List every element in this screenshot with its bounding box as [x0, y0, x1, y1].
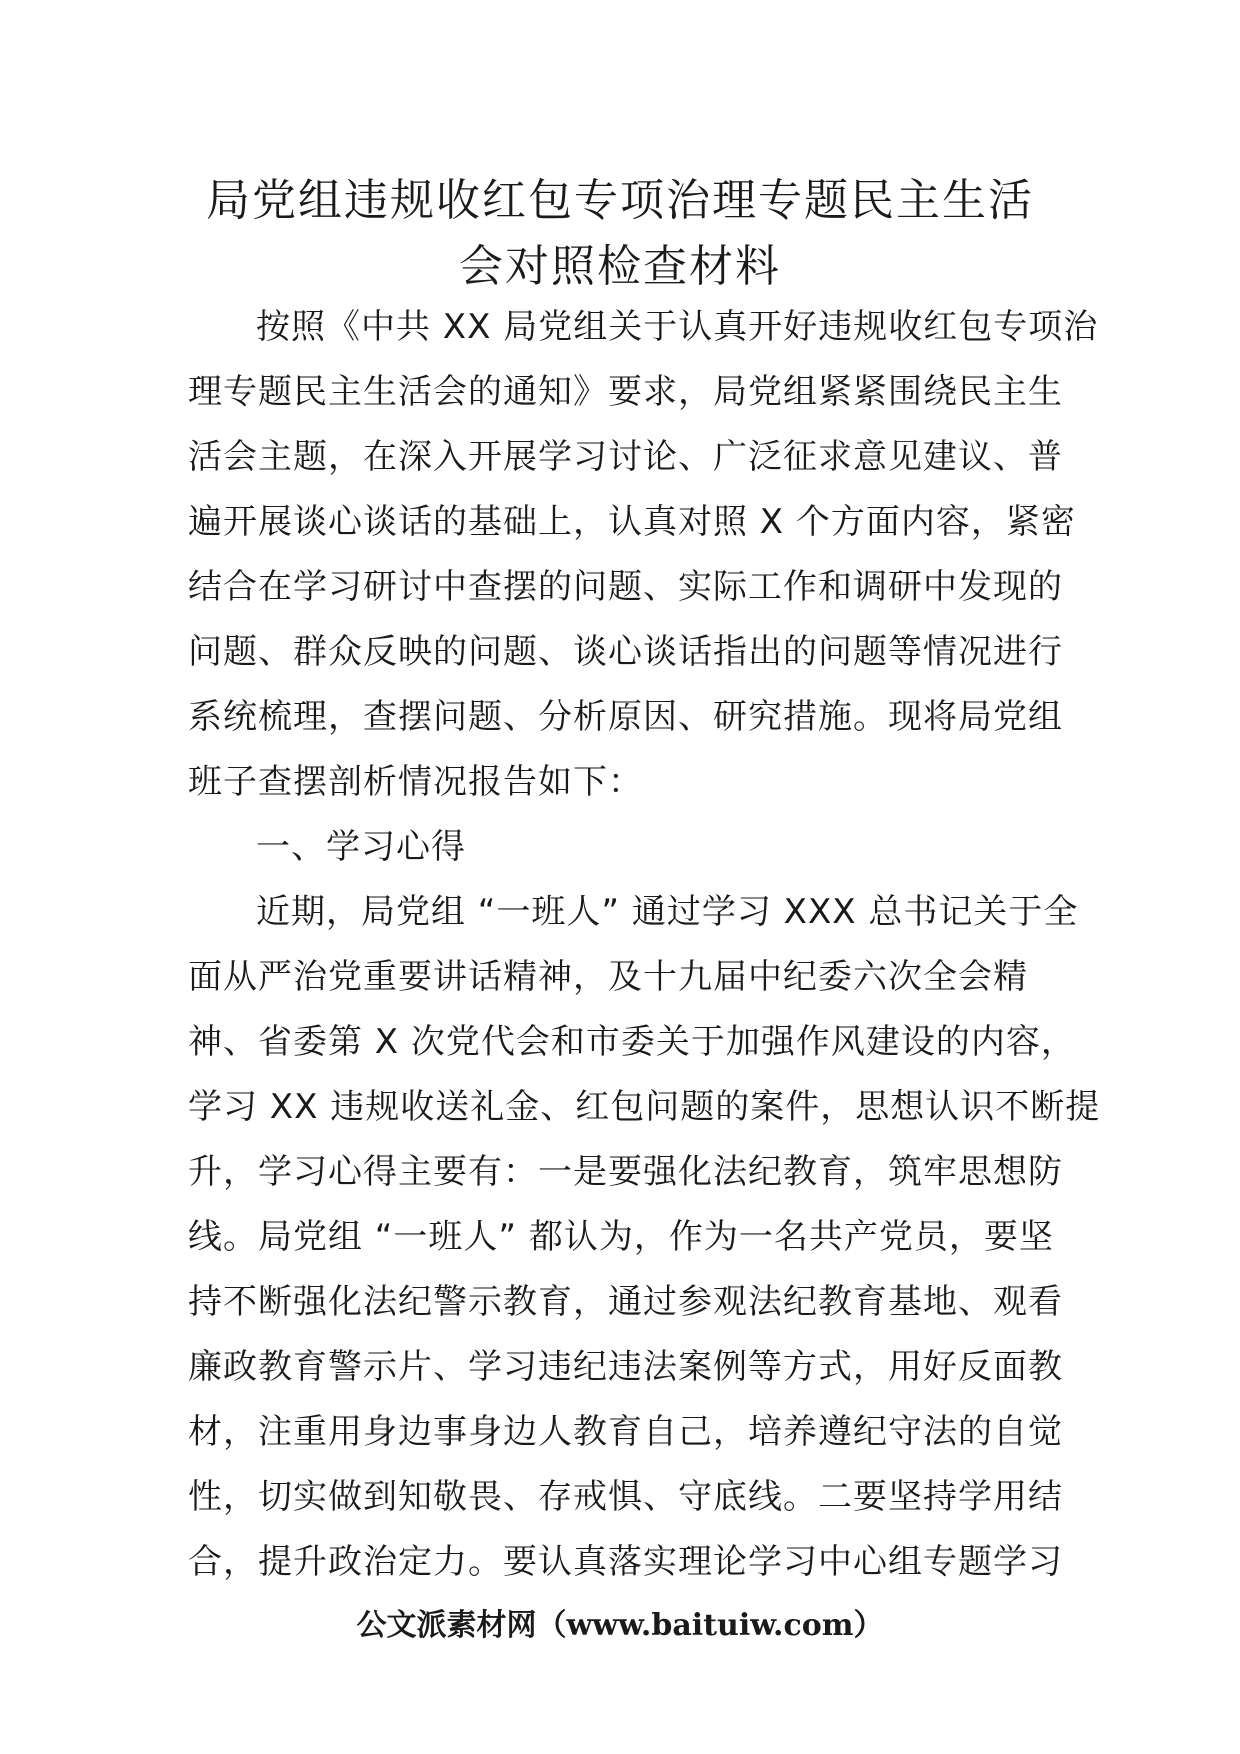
paragraph-section-line: 学习 XX 违规收送礼金、红包问题的案件，思想认识不断提 [188, 1087, 1101, 1127]
paragraph-section-line: 合，提升政治定力。要认真落实理论学习中心组专题学习 [188, 1542, 1063, 1582]
paragraph-section-line: 线。局党组 “一班人” 都认为，作为一名共产党员，要坚 [188, 1217, 1054, 1257]
paragraph-intro-line: 问题、群众反映的问题、谈心谈话指出的问题等情况进行 [188, 632, 1063, 672]
paragraph-section-line: 近期，局党组 “一班人” 通过学习 XXX 总书记关于全 [256, 892, 1079, 932]
paragraph-section-line: 升，学习心得主要有：一是要强化法纪教育，筑牢思想防 [188, 1152, 1063, 1192]
title-line-1: 局党组违规收红包专项治理专题民主生活 [206, 175, 1034, 226]
section-heading: 一、学习心得 [256, 827, 466, 867]
document-body [188, 295, 1101, 1595]
paragraph-section-line: 持不断强化法纪警示教育，通过参观法纪教育基地、观看 [188, 1282, 1063, 1322]
paragraph-intro-line: 遍开展谈心谈话的基础上，认真对照 X 个方面内容，紧密 [188, 502, 1076, 542]
paragraph-intro-line: 活会主题，在深入开展学习讨论、广泛征求意见建议、普 [188, 437, 1063, 477]
paragraph-intro-line: 按照《中共 XX 局党组关于认真开好违规收红包专项治 [256, 307, 1099, 347]
paragraph-section-line: 性，切实做到知敬畏、存戒惧、守底线。二要坚持学用结 [188, 1477, 1063, 1517]
paragraph-section-line: 面从严治党重要讲话精神，及十九届中纪委六次全会精 [188, 957, 1028, 997]
title-line-2: 会对照检查材料 [459, 241, 781, 292]
paragraph-intro-line: 结合在学习研讨中查摆的问题、实际工作和调研中发现的 [188, 567, 1063, 607]
document-title [150, 168, 1090, 300]
paragraph-intro-line: 理专题民主生活会的通知》要求，局党组紧紧围绕民主生 [188, 372, 1063, 412]
paragraph-section-line: 廉政教育警示片、学习违纪违法案例等方式，用好反面教 [188, 1347, 1063, 1387]
paragraph-intro-line: 系统梳理，查摆问题、分析原因、研究措施。现将局党组 [188, 697, 1063, 737]
paragraph-intro-line: 班子查摆剖析情况报告如下： [188, 762, 643, 802]
footer-watermark: 公文派素材网（www.baituiw.com） [356, 1608, 884, 1643]
paragraph-section-line: 材，注重用身边事身边人教育自己，培养遵纪守法的自觉 [188, 1412, 1063, 1452]
paragraph-section-line: 神、省委第 X 次党代会和市委关于加强作风建设的内容， [188, 1022, 1076, 1062]
